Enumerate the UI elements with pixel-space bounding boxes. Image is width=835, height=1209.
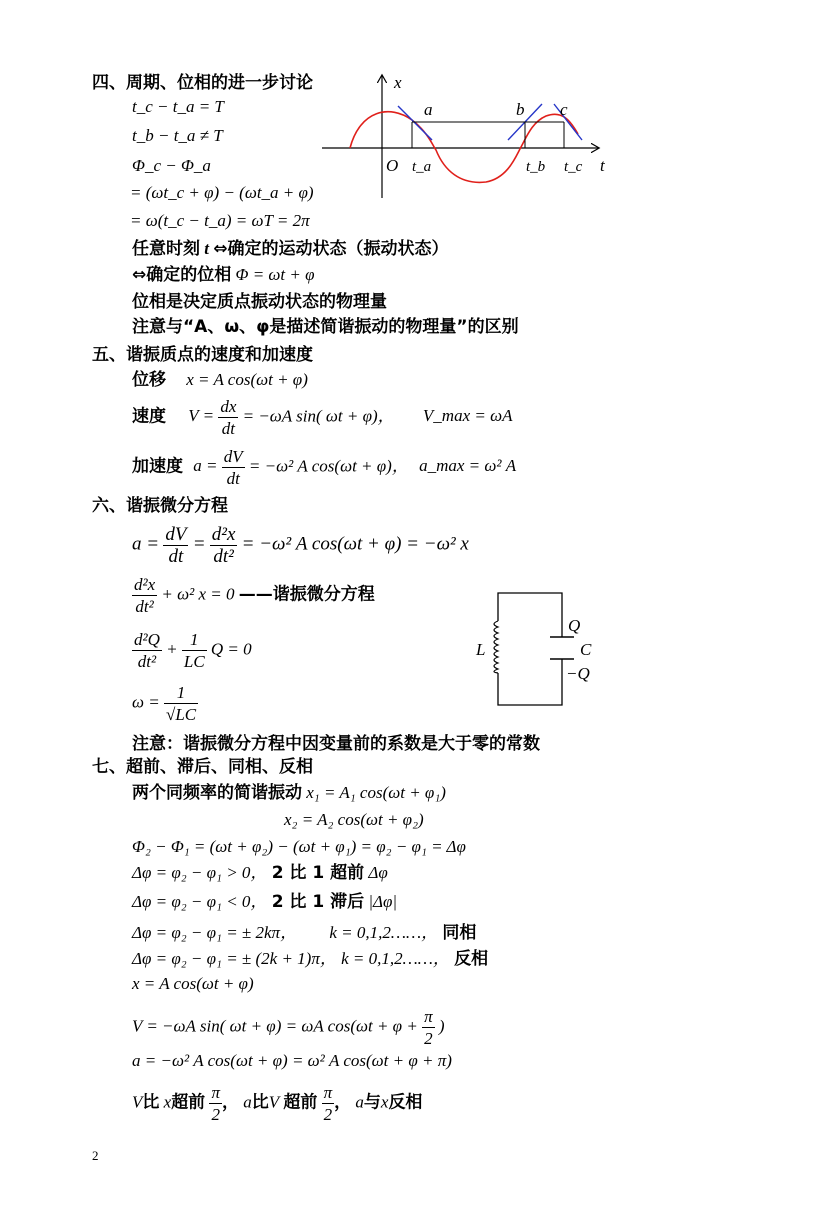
rel-a2: a <box>355 1092 364 1112</box>
line-lag <box>132 891 397 913</box>
point-a-label: a <box>424 100 433 119</box>
diff-eq3-frac1-num: d²Q <box>134 630 160 649</box>
diff-eq3-frac2-num: 1 <box>182 629 207 651</box>
velocity-label: 速度 <box>132 406 166 427</box>
eq-phase-diff: Φ_c − Φ_a <box>132 156 211 175</box>
acceleration-phase-eq: a = −ω² A cos(ωt + φ) = ω² A cos(ωt + φ + π) <box>132 1051 452 1070</box>
line-diff-eq-3 <box>132 629 252 672</box>
tc-label: t_c <box>564 159 583 175</box>
anti-phase-eq: Δφ = φ₂ − φ₁ = ± (2k + 1)π， <box>132 949 337 968</box>
page-number: 2 <box>92 1148 99 1163</box>
lead-delta: Δφ <box>368 863 388 882</box>
diff-eq2-rhs: + ω² x = 0 <box>161 584 235 604</box>
diff-eq3-frac2 <box>182 629 207 672</box>
omega-den: √LC <box>165 705 197 724</box>
diff-eq1-frac2 <box>210 524 238 567</box>
tb-label: t_b <box>526 159 546 175</box>
lc-circuit <box>470 585 620 715</box>
two-oscillations-text: 两个同频率的简谐振动 <box>132 783 302 803</box>
lead-text: 2 比 1 超前 <box>271 863 365 883</box>
rel-t6: ， <box>334 1092 352 1113</box>
line-displacement <box>132 369 308 391</box>
circuit-wire-bottom <box>498 659 562 705</box>
point-b-label: b <box>516 100 525 119</box>
anti-phase-text: 反相 <box>454 949 489 969</box>
line-two-oscillations <box>132 782 446 804</box>
diff-eq2-label: ——谐振微分方程 <box>238 584 375 605</box>
rel-t2: 超前 <box>171 1092 206 1113</box>
lag-delta: |Δφ| <box>368 892 398 911</box>
x1-eq: x₁ = A₁ cos(ωt + φ₁) <box>306 783 446 802</box>
phase-meaning: 位相是决定质点振动状态的物理量 <box>132 292 387 312</box>
circuit-wire <box>498 593 562 637</box>
acceleration-lhs: a = <box>193 456 218 476</box>
omega-frac <box>164 682 198 725</box>
eq-period: t_c − t_a = T <box>132 97 224 116</box>
rel-t3: ， <box>221 1092 239 1113</box>
any-time-text: 任意时刻 <box>132 239 200 259</box>
diff-eq1-frac2-den: dt² <box>213 546 234 567</box>
lead-eq: Δφ = φ₂ − φ₁ > 0， <box>132 863 268 882</box>
origin-label: O <box>386 156 399 175</box>
displacement-eq-2: x = A cos(ωt + φ) <box>132 974 254 993</box>
diff-eq1-equals: = <box>192 533 206 555</box>
charge-neg-label: −Q <box>566 664 590 683</box>
diff-eq3-rhs: Q = 0 <box>210 639 252 659</box>
velocity-num: dx <box>220 397 237 416</box>
phase-note: 注意与“A、ω、φ是描述简谐振动的物理量”的区别 <box>132 317 519 337</box>
anti-phase-k: k = 0,1,2……， <box>341 949 450 968</box>
lag-text: 2 比 1 滞后 <box>271 892 365 912</box>
displacement-eq: x = A cos(ωt + φ) <box>186 370 308 389</box>
rel-t8: 反相 <box>388 1092 423 1113</box>
eq-not-period: t_b − t_a ≠ T <box>132 126 223 145</box>
section-6-title: 六、谐振微分方程 <box>92 496 228 516</box>
velocity-den: dt <box>221 419 235 438</box>
charge-pos-label: Q <box>568 616 581 635</box>
velocity-max: V_max = ωA <box>422 406 513 426</box>
in-phase-eq: Δφ = φ₂ − φ₁ = ± 2kπ， <box>132 923 298 942</box>
acceleration-label: 加速度 <box>132 456 183 477</box>
line-velocity <box>132 396 512 439</box>
acceleration-rhs: = −ω² A cos(ωt + φ)， <box>248 456 409 476</box>
line-diff-eq-1 <box>132 524 469 567</box>
omega-num: 1 <box>164 682 198 704</box>
line-velocity-phase <box>132 1006 445 1049</box>
diff-eq1-frac1-num: dV <box>165 524 187 545</box>
line-anti-phase <box>132 948 488 970</box>
line-acceleration <box>132 446 516 489</box>
rel-a: a <box>243 1092 252 1112</box>
point-c-label: c <box>560 100 568 119</box>
diff-eq1-frac1-den: dt <box>168 546 184 567</box>
rel-V: V <box>132 1092 143 1112</box>
line-phase-relation <box>132 1082 422 1125</box>
rel-V2: V <box>268 1092 280 1112</box>
rel-frac2 <box>322 1082 335 1125</box>
diff-eq3-plus: + <box>166 639 178 659</box>
phase-diff-eq: Φ₂ − Φ₁ = (ωt + φ₂) − (ωt + φ₁) = φ₂ − φ₁ = Δφ <box>132 837 466 856</box>
velocity-fraction <box>218 396 238 439</box>
acceleration-num: dV <box>223 447 243 466</box>
eq-phase-result: = ω(t_c − t_a) = ωT = 2π <box>130 211 310 230</box>
rel-t4: 比 <box>251 1092 269 1113</box>
line-diff-eq-2 <box>132 574 375 617</box>
rel-frac2-den: 2 <box>323 1105 333 1124</box>
eq-phase-expand: = (ωt_c + φ) − (ωt_a + φ) <box>130 183 314 202</box>
acceleration-den: dt <box>226 469 240 488</box>
diff-eq-note: 注意：谐振微分方程中因变量前的系数是大于零的常数 <box>132 734 540 754</box>
lag-eq: Δφ = φ₂ − φ₁ < 0， <box>132 892 268 911</box>
velocity-phase-close: ) <box>438 1016 445 1036</box>
rel-frac1-den: 2 <box>211 1105 220 1124</box>
acceleration-max: a_max = ω² A <box>419 456 517 476</box>
diff-eq1-frac1 <box>163 524 188 567</box>
velocity-lhs: V = <box>188 406 215 426</box>
line-in-phase <box>132 922 476 944</box>
any-time-state: ⇔确定的运动状态（振动状态） <box>213 239 449 259</box>
velocity-rhs: = −ωA sin( ωt + φ)， <box>242 406 395 426</box>
capacitor-label: C <box>580 640 592 659</box>
rel-t5: 超前 <box>283 1092 318 1113</box>
rel-t1: 比 <box>142 1092 160 1113</box>
rel-frac2-num: π <box>323 1083 333 1102</box>
diff-eq1-lhs: a = <box>132 533 160 555</box>
inductor-label: L <box>476 640 486 659</box>
velocity-phase-eq: V = −ωA sin( ωt + φ) = ωA cos(ωt + φ + <box>132 1016 418 1036</box>
velocity-phase-num: π <box>424 1007 433 1026</box>
diff-eq2-num: d²x <box>134 575 156 594</box>
diff-eq2-den: dt² <box>135 597 154 616</box>
in-phase-k: k = 0,1,2……， <box>329 923 439 942</box>
diff-eq3-frac1-den: dt² <box>137 652 157 671</box>
diff-eq1-frac2-num: d²x <box>211 524 236 545</box>
diff-eq3-frac2-den: LC <box>183 652 205 671</box>
line-determined-phase <box>132 264 315 286</box>
in-phase-text: 同相 <box>442 923 477 943</box>
diff-eq3-frac1 <box>132 629 162 672</box>
any-time-t: t <box>204 239 209 258</box>
section-4-title: 四、周期、位相的进一步讨论 <box>92 73 313 93</box>
x-axis-label: x <box>394 73 402 92</box>
omega-lhs: ω = <box>132 692 160 712</box>
diff-eq2-frac <box>132 574 157 617</box>
x2-eq: x₂ = A₂ cos(ωt + φ₂) <box>284 810 424 829</box>
section-5-title: 五、谐振质点的速度和加速度 <box>92 345 313 365</box>
determined-phase-text: ⇔确定的位相 <box>132 265 232 285</box>
determined-phase-eq: Φ = ωt + φ <box>235 265 315 284</box>
velocity-phase-frac <box>422 1006 435 1049</box>
line-any-time <box>132 238 448 260</box>
ta-label: t_a <box>412 159 432 175</box>
rel-frac1-num: π <box>211 1083 220 1102</box>
rel-x2: x <box>380 1092 389 1112</box>
acceleration-fraction <box>222 446 245 489</box>
diff-eq1-rhs: = −ω² A cos(ωt + φ) = −ω² x <box>241 533 469 555</box>
t-axis-label: t <box>600 156 605 175</box>
rel-x: x <box>163 1092 172 1112</box>
section-7-title: 七、超前、滞后、同相、反相 <box>92 757 313 777</box>
inductor <box>494 621 498 673</box>
line-lead <box>132 862 388 884</box>
rel-t7: 与 <box>363 1092 381 1113</box>
velocity-phase-den: 2 <box>424 1029 433 1048</box>
phase-graph <box>320 70 620 200</box>
line-omega <box>132 682 198 725</box>
displacement-label: 位移 <box>132 370 166 390</box>
rel-frac1 <box>209 1082 222 1125</box>
